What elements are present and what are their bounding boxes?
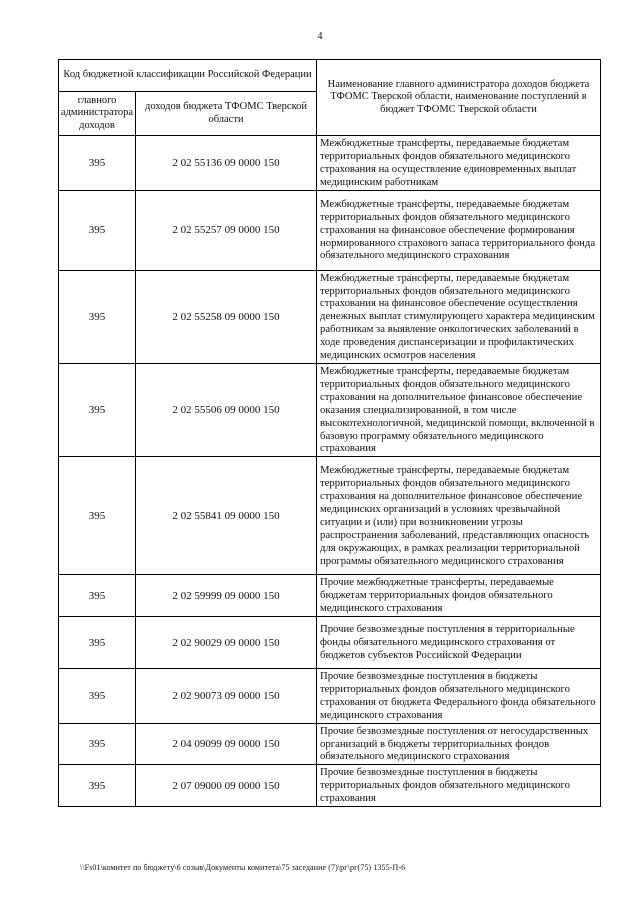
header-revenue-code: доходов бюджета ТФОМС Тверской области	[136, 92, 317, 136]
admin-code-cell: 395	[59, 270, 136, 363]
admin-code-cell: 395	[59, 190, 136, 270]
table-row	[59, 575, 601, 617]
admin-code-cell: 395	[59, 669, 136, 724]
revenue-name-cell: Прочие межбюджетные трансферты, передаваемые бюджетам территориальных фондов обязательного медицинского страхования	[317, 575, 601, 617]
table-row	[59, 617, 601, 669]
admin-code-cell: 395	[59, 723, 136, 765]
revenue-name-cell: Межбюджетные трансферты, передаваемые бюджетам территориальных фондов обязательного медицинского страхования на финансовое обеспечение формирования нормированного страхового запаса территориального фонда обязательного медицинского страхования	[317, 190, 601, 270]
admin-code-cell: 395	[59, 363, 136, 456]
admin-code-cell: 395	[59, 136, 136, 191]
footer-file-path: \\Fs01\комитет по бюджету\6 созыв\Документы комитета\75 заседание (7)\рг\рг(75) 1355-П-6	[80, 863, 406, 872]
revenue-name-cell: Прочие безвозмездные поступления в территориальные фонды обязательного медицинского страхования от бюджетов субъектов Российской Федерации	[317, 617, 601, 669]
table-row	[59, 136, 601, 191]
revenue-code-cell: 2 02 55257 09 0000 150	[136, 190, 317, 270]
table-header-row-1	[59, 60, 601, 92]
revenue-name-cell: Прочие безвозмездные поступления в бюджеты территориальных фондов обязательного медицинского страхования	[317, 765, 601, 807]
revenue-code-cell: 2 02 90029 09 0000 150	[136, 617, 317, 669]
admin-code-cell: 395	[59, 765, 136, 807]
revenue-code-cell: 2 02 55841 09 0000 150	[136, 457, 317, 575]
table-row	[59, 190, 601, 270]
revenue-code-cell: 2 02 55258 09 0000 150	[136, 270, 317, 363]
header-admin: главного администратора доходов	[59, 92, 136, 136]
revenue-code-cell: 2 04 09099 09 0000 150	[136, 723, 317, 765]
admin-code-cell: 395	[59, 457, 136, 575]
admin-code-cell: 395	[59, 575, 136, 617]
table-row	[59, 363, 601, 456]
revenue-name-cell: Прочие безвозмездные поступления в бюджеты территориальных фондов обязательного медицинского страхования от бюджета Федерального фонда обязательного медицинского страхования	[317, 669, 601, 724]
table-row	[59, 457, 601, 575]
table-row	[59, 765, 601, 807]
revenue-code-cell: 2 02 59999 09 0000 150	[136, 575, 317, 617]
revenue-name-cell: Межбюджетные трансферты, передаваемые бюджетам территориальных фондов обязательного медицинского страхования на осуществление единовременных выплат медицинским работникам	[317, 136, 601, 191]
table-row	[59, 270, 601, 363]
revenue-name-cell: Прочие безвозмездные поступления от негосударственных организаций в бюджеты территориальных фондов обязательного медицинского страхования	[317, 723, 601, 765]
table-row	[59, 723, 601, 765]
page-number: 4	[317, 31, 323, 42]
budget-classification-table	[58, 59, 601, 807]
revenue-name-cell: Межбюджетные трансферты, передаваемые бюджетам территориальных фондов обязательного медицинского страхования на дополнительное финансовое обеспечение медицинских организаций в условиях чрезвычайной ситуации и (или) при возникновении угрозы распространения заболеваний, представляющих опасность для окружающих, в рамках реализации территориальной программы обязательного медицинского страхования	[317, 457, 601, 575]
revenue-name-cell: Межбюджетные трансферты, передаваемые бюджетам территориальных фондов обязательного медицинского страхования на финансовое обеспечение осуществления денежных выплат стимулирующего характера медицинским работникам за выявление онкологических заболеваний в ходе проведения диспансеризации и профилактических медицинских осмотров населения	[317, 270, 601, 363]
revenue-code-cell: 2 02 90073 09 0000 150	[136, 669, 317, 724]
revenue-code-cell: 2 07 09000 09 0000 150	[136, 765, 317, 807]
table-row	[59, 669, 601, 724]
header-name: Наименование главного администратора доходов бюджета ТФОМС Тверской области, наименование поступлений в бюджет ТФОМС Тверской области	[317, 60, 601, 136]
revenue-name-cell: Межбюджетные трансферты, передаваемые бюджетам территориальных фондов обязательного медицинского страхования на дополнительное финансовое обеспечение оказания специализированной, в том числе высокотехнологичной, медицинской помощи, включенной в базовую программу обязательного медицинского страхования	[317, 363, 601, 456]
revenue-code-cell: 2 02 55136 09 0000 150	[136, 136, 317, 191]
revenue-code-cell: 2 02 55506 09 0000 150	[136, 363, 317, 456]
header-classification-code: Код бюджетной классификации Российской Федерации	[59, 60, 317, 92]
admin-code-cell: 395	[59, 617, 136, 669]
